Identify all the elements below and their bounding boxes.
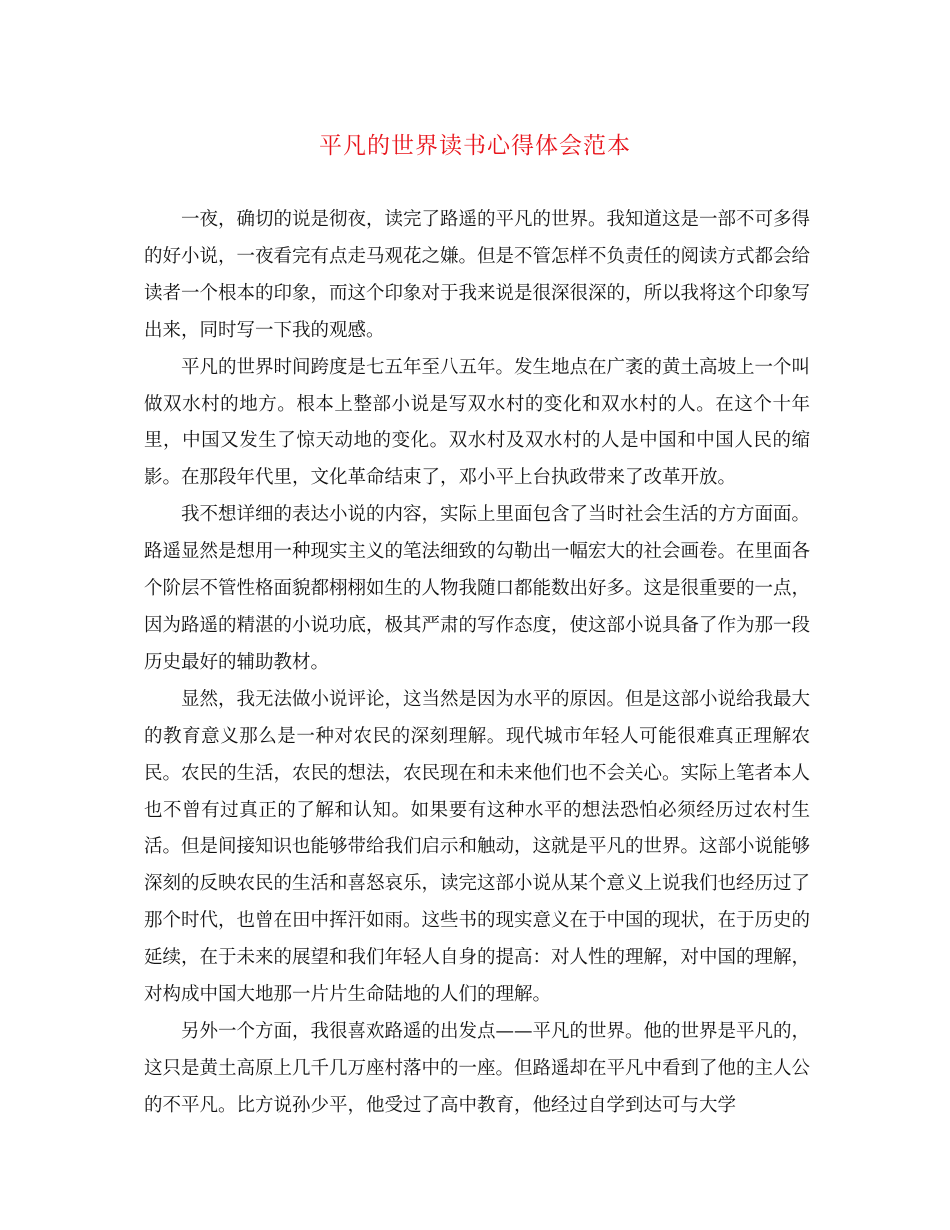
document-title: 平凡的世界读书心得体会范本 (319, 133, 631, 159)
paragraph-2: 平凡的世界时间跨度是七五年至八五年。发生地点在广袤的黄土高坡上一个叫做双水村的地方。根本上整部小说是写双水村的变化和双水村的人。在这个十年里，中国又发生了惊天动地的变化。双水村及双水村的人是中国和中国人民的缩影。在那段年代里，文化革命结束了，邓小平上台执政带来了改革开放。 (144, 356, 811, 489)
document-body (144, 202, 810, 1125)
paragraph-1: 一夜，确切的说是彻夜，读完了路遥的平凡的世界。我知道这是一部不可多得的好小说，一夜看完有点走马观花之嫌。但是不管怎样不负责任的阅读方式都会给读者一个根本的印象，而这个印象对于我来说是很深很深的，所以我将这个印象写出来，同时写一下我的观感。 (144, 209, 811, 341)
paragraph-3: 我不想详细的表达小说的内容，实际上里面包含了当时社会生活的方方面面。路遥显然是想用一种现实主义的笔法细致的勾勒出一幅宏大的社会画卷。在里面各个阶层不管性格面貌都栩栩如生的人物我随口都能数出好多。这是很重要的一点，因为路遥的精湛的小说功底，极其严肃的写作态度，使这部小说具备了作为那一段历史最好的辅助教材。 (144, 504, 811, 673)
paragraph-5: 另外一个方面，我很喜欢路遥的出发点——平凡的世界。他的世界是平凡的，这只是黄土高原上几千几万座村落中的一座。但路遥却在平凡中看到了他的主人公的不平凡。比方说孙少平，他受过了高中教育，他经过自学到达可与大学 (144, 1020, 811, 1116)
paragraph-4: 显然，我无法做小说评论，这当然是因为水平的原因。但是这部小说给我最大的教育意义那么是一种对农民的深刻理解。现代城市年轻人可能很难真正理解农民。农民的生活，农民的想法，农民现在和未来他们也不会关心。实际上笔者本人也不曾有过真正的了解和认知。如果要有这种水平的想法恐怕必须经历过农村生活。但是间接知识也能够带给我们启示和触动，这就是平凡的世界。这部小说能够深刻的反映农民的生活和喜怒哀乐，读完这部小说从某个意义上说我们也经历过了那个时代，也曾在田中挥汗如雨。这些书的现实意义在于中国的现状，在于历史的延续，在于未来的展望和我们年轻人自身的提高：对人性的理解，对中国的理解，对构成中国大地那一片片生命陆地的人们的理解。 (144, 688, 811, 1006)
